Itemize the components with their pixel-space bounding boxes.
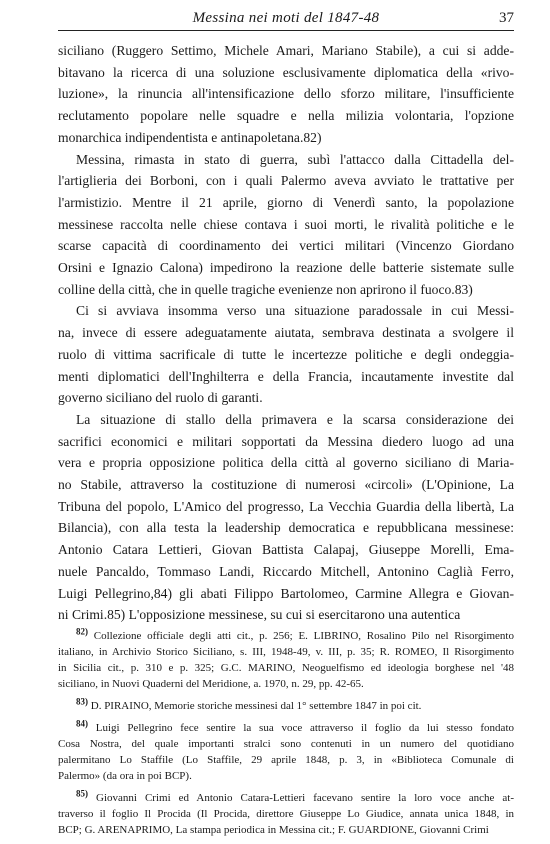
footnote-mark: 83) [76,696,88,707]
footnote [58,720,514,784]
text-line: colline della città, che in quelle tragiche evenienze non aprirono il fuoco.83) [58,281,473,297]
text-line: na, invece di essere adeguatamente aiutata, sembrava destinata a svolgere il [58,325,514,341]
text-line: Bilancia), con alla testa la leadership democratica e repubblicana messinese: [58,520,514,536]
paragraph [58,409,514,626]
footnote-line: in Sicilia cit., p. 310 e p. 325; G.C. MARINO, Neoguelfismo ed ideologia borghese nel '48 [58,662,514,674]
text-line: messinese raccolta nelle chiese contava i suoi morti, le rivalità politiche e le [58,216,514,232]
text-line: l'artiglieria dei Borboni, con i quali Palermo aveva avviato le trattative per [58,173,514,189]
paragraph [58,300,514,409]
footnote-line: BCP; G. ARENAPRIMO, La stampa periodica in Messina cit.; F. GUARDIONE, Giovanni Crimi [58,824,489,836]
text-line: nuele Pancaldo, Tommaso Landi, Riccardo Mitchell, Antonino Caglià Ferro, [58,563,514,579]
text-line: l'armistizio. Mentre il 21 aprile, giorno di Venerdì santo, la popolazione [58,194,514,210]
footnote-line: italiano, in Archivio Storico Siciliano, s. III, 1948-49, v. III, p. 35; R. ROMEO, Il Risorgimento [58,646,514,658]
running-title: Messina nei moti del 1847-48 [192,10,380,26]
text-line: Messina, rimasta in stato di guerra, subì l'attacco dalla Cittadella del- [76,151,514,167]
footnote [58,790,514,838]
text-line: Ci si avviava insomma verso una situazione paradossale in cui Messi- [76,303,514,319]
text-line: Orsini e Ignazio Calona) impedirono la reazione delle batterie sistemate sulle [58,260,514,276]
text-line: Tribuna del popolo, L'Amico del progresso, La Vecchia Guardia della libertà, La [58,498,514,514]
text-line: vera e propria opposizione politica della città al governo siciliano di Maria- [58,455,514,471]
text-line: scarse capacità di coordinamento dei vertici militari (Vincenzo Giordano [58,238,514,254]
footnote-line: traverso il foglio Il Procida (Il Procida, direttore Giuseppe Lo Giudice, annata unica 1848, in [58,808,514,820]
text-line: ni Crimi.85) L'opposizione messinese, su cui si esercitarono una autentica [58,607,461,623]
running-header [58,8,514,31]
body-text [58,40,514,626]
text-line: reclutamento popolare nelle squadre e nella milizia volontaria, l'opzione [58,108,514,124]
footnote [58,628,514,692]
text-line: Antonio Catara Lettieri, Giovan Battista Calapaj, Giuseppe Morelli, Ema- [58,542,514,558]
footnote-line: Palermo» (da ora in poi BCP). [58,770,192,782]
text-line: monarchica indipendentista e antinapoletana.82) [58,129,322,145]
paragraph [58,149,514,301]
footnote-mark: 84) [76,718,88,729]
text-line: governo siciliano del ruolo di garanti. [58,390,263,406]
text-line: no Stabile, attraverso la costituzione di numerosi «circoli» (L'Opinione, La [58,477,514,493]
footnote [58,698,514,714]
footnote-line: siciliano, in Nuovi Quaderni del Meridione, a. 1970, n. 29, pp. 42-65. [58,678,364,690]
footnote-line: Cosa Nostra, del quale importanti stralci sono contenuti in un numero del quotidiano [58,738,514,750]
text-line: ruolo di vittima sacrificale di tutte le incertezze politiche e degli ondeggia- [58,346,514,362]
footnote-line: D. PIRAINO, Memorie storiche messinesi dal 1° settembre 1847 in poi cit. [90,700,422,712]
footnote-mark: 82) [76,626,88,637]
text-line: siciliano (Ruggero Settimo, Michele Amari, Mariano Stabile), a cui si adde- [58,43,514,58]
page-number: 37 [499,10,514,26]
text-line: luzione», la rinuncia all'intensificazione dello sforzo militare, l'insufficiente [58,86,514,102]
text-line: menti diplomatici dell'Inghilterra e della Francia, incautamente investite dal [58,368,514,384]
text-line: sacrifici economici e militari sopportati da Messina diedero luogo ad una [58,433,514,449]
text-line: La situazione di stallo della primavera e la scarsa considerazione dei [76,411,514,427]
footnotes [58,628,514,844]
footnote-line: Luigi Pellegrino fece sentire la sua voce attraverso il foglio da lui stesso fondato [95,722,514,734]
footnote-line: Collezione officiale degli atti cit., p. 256; E. LIBRINO, Rosalino Pilo nel Risorgimento [93,630,514,642]
footnote-line: palermitano Lo Staffile (Lo Staffile, 29 aprile 1848, p. 3, in «Biblioteca Comunale di [58,754,514,766]
text-line: Luigi Pellegrino,84) gli abati Filippo Bartolomeo, Carmine Allegra e Giovan- [58,585,514,601]
text-line: bitavano la ricerca di una soluzione esclusivamente diplomatica della «rivo- [58,64,514,80]
paragraph [58,40,514,149]
footnote-mark: 85) [76,788,88,799]
footnote-line: Giovanni Crimi ed Antonio Catara-Lettieri facevano sentire la loro voce anche at- [96,792,514,804]
